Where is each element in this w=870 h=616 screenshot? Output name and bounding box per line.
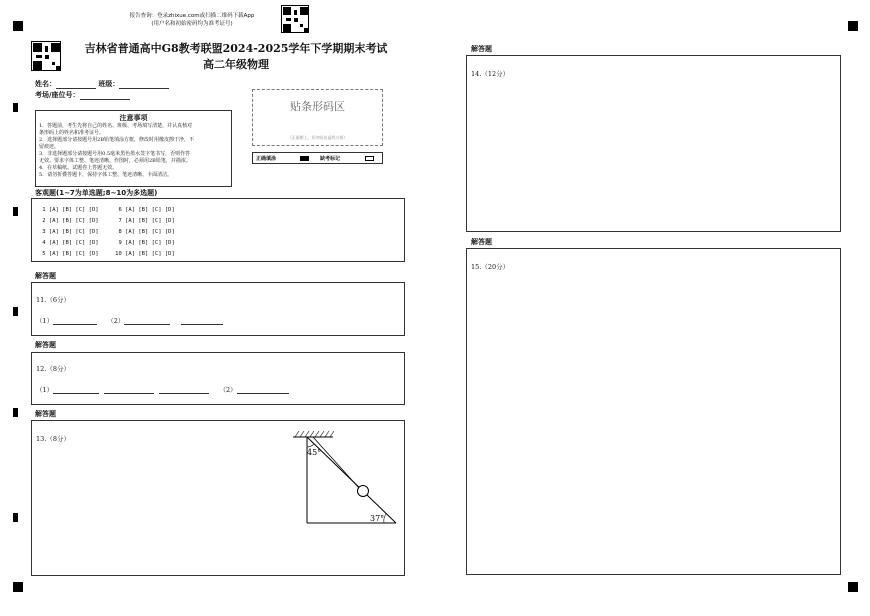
answer-section-label: 解答题 xyxy=(471,238,492,246)
q11-blanks: （1） （2） xyxy=(36,316,223,325)
notice-heading: 注意事项 xyxy=(119,114,148,122)
q11-answer-box[interactable] xyxy=(31,282,405,336)
q12-blanks: （1） （2） xyxy=(36,385,289,394)
answer-section-label: 解答题 xyxy=(35,410,56,418)
q12-label: 12.（8分） xyxy=(36,365,70,373)
barcode-hint: （正面朝上，切勿贴出虚线方框） xyxy=(287,135,348,140)
correct-fill-sample xyxy=(300,156,309,161)
notice-box xyxy=(35,110,232,187)
q13-label: 13.（8分） xyxy=(36,435,70,443)
name-field[interactable]: 姓名： 班级： xyxy=(35,79,169,89)
angle-45-label: 45° xyxy=(307,448,322,457)
side-tick xyxy=(13,408,18,417)
objective-title: 客观题(1~7为单选题;8~10为多选题) xyxy=(35,189,158,197)
answer-section-label: 解答题 xyxy=(471,45,492,53)
absent-mark-checkbox[interactable] xyxy=(365,156,374,161)
angle-37-label: 37° xyxy=(370,514,385,523)
incline-diagram xyxy=(287,425,407,535)
q15-answer-box[interactable] xyxy=(466,248,841,575)
side-tick xyxy=(13,307,18,316)
corner-mark-top-right xyxy=(848,21,858,31)
absent-mark-label: 缺考标记 xyxy=(320,156,341,162)
choice-row[interactable]: 4 [A] [B] [C] [D] 9 [A] [B] [C] [D] xyxy=(39,240,175,246)
choice-row[interactable]: 3 [A] [B] [C] [D] 8 [A] [B] [C] [D] xyxy=(39,229,175,235)
seat-field[interactable]: 考场/座位号： xyxy=(35,90,130,100)
qr-code-icon xyxy=(31,41,61,71)
q14-answer-box[interactable] xyxy=(466,55,841,232)
q13-answer-box[interactable] xyxy=(31,420,405,576)
choice-row[interactable]: 2 [A] [B] [C] [D] 7 [A] [B] [C] [D] xyxy=(39,218,175,224)
barcode-area xyxy=(252,89,383,146)
answer-section-label: 解答题 xyxy=(35,341,56,349)
notice-list: 1．答题前，考生先将自己的姓名、班级、考场填写清楚，并认真核对 条形码上的姓名和准考证号。 2．选择题部分请按题号用2B铅笔填涂方框，修改时用橡皮擦干净，不 留痕迹。 3．非选择题部分请按题号用0.5毫米黑色墨水签字笔书写，否则作答 无效。要求字体工整、笔迹清晰。作图时，必须用2B铅笔，并描浓。 4．在草稿纸、试题卷上答题无效。 5．请勿折叠答题卡，保持字体工整、笔迹清晰、卡面清洁。 xyxy=(39,123,195,178)
exam-title: 吉林省普通高中G8教考联盟2024-2025学年下学期期末考试 xyxy=(84,42,388,55)
answer-section-label: 解答题 xyxy=(35,272,56,280)
objective-answer-box[interactable] xyxy=(31,198,405,262)
barcode-label: 贴条形码区 xyxy=(290,100,345,113)
qr-code-icon xyxy=(281,5,309,33)
choice-row[interactable]: 5 [A] [B] [C] [D] 10 [A] [B] [C] [D] xyxy=(39,251,175,257)
corner-mark-top-left xyxy=(13,21,23,31)
q15-label: 15.（20分） xyxy=(471,263,510,271)
q11-label: 11.（6分） xyxy=(36,296,70,304)
corner-mark-bottom-left xyxy=(13,582,23,592)
q14-label: 14.（12分） xyxy=(471,70,510,78)
fill-legend xyxy=(252,152,383,164)
q12-answer-box[interactable] xyxy=(31,352,405,405)
side-tick xyxy=(13,207,18,216)
report-notice: 报告查询：登录zhixue.com或扫描二维码下载App (用户名和初始密码均为准考证号) xyxy=(129,13,255,27)
side-tick xyxy=(13,103,18,112)
side-tick xyxy=(13,513,18,522)
choice-row[interactable]: 1 [A] [B] [C] [D] 6 [A] [B] [C] [D] xyxy=(39,207,175,213)
corner-mark-bottom-right xyxy=(848,582,858,592)
correct-fill-label: 正确填涂 xyxy=(256,156,277,162)
exam-subtitle: 高二年级物理 xyxy=(203,58,269,71)
